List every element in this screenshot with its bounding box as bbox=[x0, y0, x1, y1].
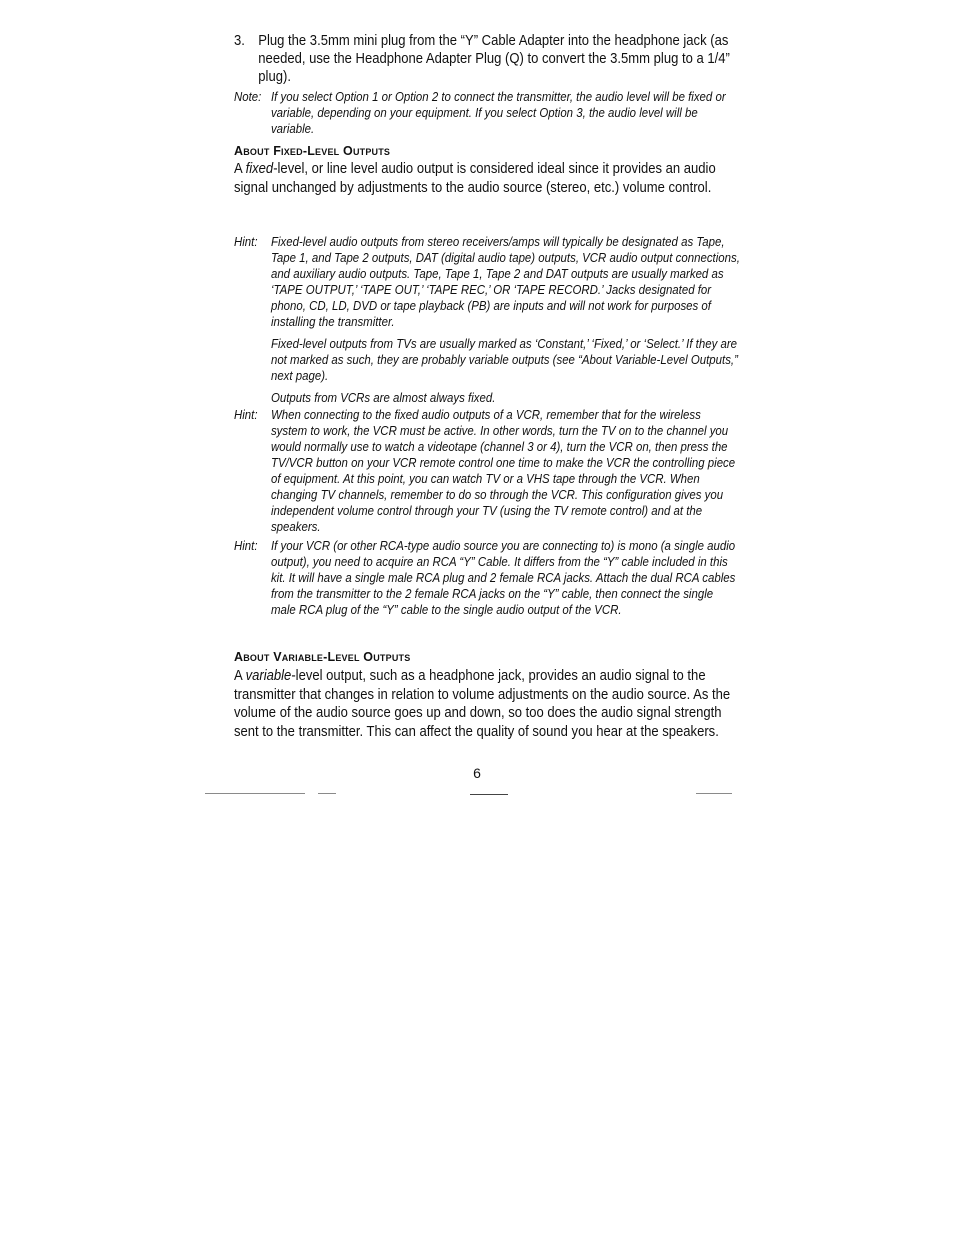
step-number: 3. bbox=[234, 33, 245, 49]
fixed-intro-rest: -level, or line level audio output is considered ideal since it provides an audio signal unchanged by adjustments to the audio source (stereo, etc.) volume control. bbox=[234, 161, 716, 196]
fixed-level-heading: About Fixed-Level Outputs bbox=[234, 144, 391, 158]
variable-intro-emphasis: variable bbox=[245, 668, 292, 684]
hint-label: Hint: bbox=[234, 407, 258, 422]
step-3 bbox=[234, 32, 743, 86]
variable-intro-prefix: A bbox=[234, 668, 246, 684]
hint-paragraph: If your VCR (or other RCA-type audio source you are connecting to) is mono (a single audio output), you need to acquire an RCA “Y” Cable. It differs from the “Y” cable included in this kit. It will have a single male RCA plug and 2 female RCA jacks. Attach the dual RCA cables from the transmitter to the 2 female RCA jacks on the “Y” cable, then connect the single male RCA plug of the “Y” cable to the single audio output of the VCR. bbox=[270, 538, 736, 617]
scan-rule bbox=[696, 793, 732, 794]
fixed-level-intro bbox=[234, 160, 743, 197]
scan-rule bbox=[470, 794, 508, 795]
note-block bbox=[234, 89, 740, 143]
hint-block-1 bbox=[234, 234, 740, 412]
step-text: Plug the 3.5mm mini plug from the “Y” Cable Adapter into the headphone jack (as needed, use the Headphone Adapter Plug (Q) to convert the 3.5mm plug to a 1/4” plug). bbox=[258, 33, 730, 85]
fixed-intro-prefix: A bbox=[234, 161, 246, 177]
hint-block-3 bbox=[234, 538, 740, 624]
hint-paragraph: Fixed-level outputs from TVs are usually marked as ‘Constant,’ ‘Fixed,’ or ‘Select.’ If they are not marked as such, they are probably variable outputs (see “About Variable-Level Outputs,” next page). bbox=[270, 336, 738, 383]
hint-paragraph: When connecting to the fixed audio outputs of a VCR, remember that for the wireless system to work, the VCR must be active. In other words, turn the TV on to the channel you would normally use to watch a videotape (channel 3 or 4), turn the VCR on, then press the TV/VCR button on your VCR remote control one time to make the VCR the controlling piece of equipment. At this point, you can watch TV or a VHS tape through the VCR. When changing TV channels, remember to do so through the VCR. This configuration gives you independent volume control through your TV (using the TV remote control) and at the speakers. bbox=[270, 407, 736, 534]
hint-label: Hint: bbox=[234, 234, 258, 249]
hint-paragraph: Outputs from VCRs are almost always fixed. bbox=[270, 390, 496, 405]
note-text: If you select Option 1 or Option 2 to connect the transmitter, the audio level will be fixed or variable, depending on your equipment. If you select Option 3, the audio level will be variable. bbox=[270, 89, 726, 136]
variable-level-intro bbox=[234, 667, 743, 741]
scan-rule bbox=[318, 793, 336, 794]
fixed-intro-emphasis: fixed bbox=[245, 161, 274, 177]
note-label: Note: bbox=[234, 89, 262, 104]
hint-paragraph: Fixed-level audio outputs from stereo receivers/amps will typically be designated as Tape, Tape 1, and Tape 2 outputs, DAT (digital audio tape) outputs, VCR audio output connections, and auxiliary audio outputs. Tape, Tape 1, Tape 2 and DAT outputs are usually marked as ‘TAPE OUTPUT,’ ‘TAPE OUT,’ ‘TAPE REC,’ OR ‘TAPE RECORD.’ Jacks designated for phono, CD, LD, DVD or tape playback (PB) are inputs and will not work for purposes of installing the transmitter. bbox=[270, 234, 740, 329]
hint-label: Hint: bbox=[234, 538, 258, 553]
variable-level-heading: About Variable-Level Outputs bbox=[234, 650, 411, 664]
page-number: 6 bbox=[473, 765, 481, 781]
variable-intro-rest: -level output, such as a headphone jack, provides an audio signal to the transmitter that changes in relation to volume adjustments on the audio source. As the volume of the audio source goes up and down, so too does the audio signal strength sent to the transmitter. This can affect the quality of sound you hear at the speakers. bbox=[234, 668, 731, 740]
hint-block-2 bbox=[234, 407, 740, 541]
scan-rule bbox=[205, 793, 305, 794]
